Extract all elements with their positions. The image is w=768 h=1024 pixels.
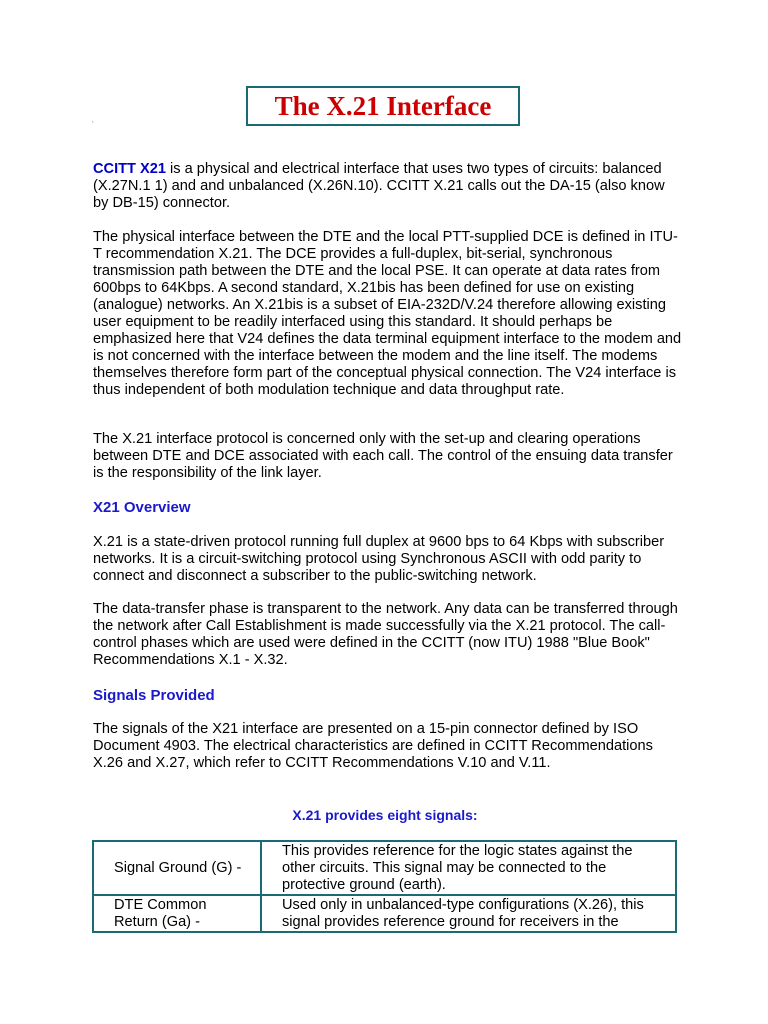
signal-name: DTE Common Return (Ga) - <box>93 895 261 932</box>
intro-text: is a physical and electrical interface that uses two types of circuits: balanced (X.27N.1 1) and and unbalanced (X.26N.10). CCITT X.21 calls out the DA-15 (also know by DB-15) connector. <box>93 161 665 211</box>
signals-heading: Signals Provided <box>93 687 215 704</box>
table-row <box>93 895 676 932</box>
stray-mark: ' <box>92 120 94 129</box>
signals-paragraph: The signals of the X21 interface are presented on a 15-pin connector defined by ISO Document 4903. The electrical characteristics are defined in CCITT Recommendations X.26 and X.27, which refer to CCITT Recommendations V.10 and V.11. <box>93 721 653 771</box>
table-row <box>93 841 676 895</box>
overview-heading: X21 Overview <box>93 499 191 516</box>
title-box <box>246 86 520 126</box>
signal-description: Used only in unbalanced-type configurations (X.26), this signal provides reference ground for receivers in the <box>261 895 676 932</box>
intro-lead: CCITT X21 <box>93 161 166 177</box>
physical-interface-paragraph: The physical interface between the DTE and the local PTT-supplied DCE is defined in ITU-T recommendation X.21. The DCE provides a full-duplex, bit-serial, synchronous transmission path between the DTE and the local PSE. It can operate at data rates from 600bps to 64Kbps. A second standard, X.21bis has been defined for use on existing (analogue) networks. An X.21bis is a subset of EIA-232D/V.24 therefore allowing existing user equipment to be readily interfaced using this standard. It should perhaps be emphasized here that V24 defines the data terminal equipment interface to the modem and is not concerned with the interface between the modem and the line itself. The modems themselves therefore form part of the conceptual physical connection. The V24 interface is thus independent of both modulation technique and data throughput rate. <box>93 229 682 398</box>
overview-paragraph-2: The data-transfer phase is transparent to the network. Any data can be transferred through the network after Call Establishment is made successfully via the X.21 protocol. The call-control phases which are used were defined in the CCITT (now ITU) 1988 "Blue Book" Recommendations X.1 - X.32. <box>93 601 678 668</box>
intro-paragraph <box>93 161 683 212</box>
signals-table <box>92 840 677 933</box>
signal-name: Signal Ground (G) - <box>93 841 261 895</box>
signal-description: This provides reference for the logic states against the other circuits. This signal may be connected to the protective ground (earth). <box>261 841 676 895</box>
page-title: The X.21 Interface <box>274 90 492 121</box>
protocol-paragraph: The X.21 interface protocol is concerned only with the set-up and clearing operations between DTE and DCE associated with each call. The control of the ensuing data transfer is the responsibility of the link layer. <box>93 431 673 481</box>
overview-paragraph-1: X.21 is a state-driven protocol running full duplex at 9600 bps to 64 Kbps with subscriber networks. It is a circuit-switching protocol using Synchronous ASCII with odd parity to connect and disconnect a subscriber to the public-switching network. <box>93 534 665 584</box>
table-caption: X.21 provides eight signals: <box>292 807 478 823</box>
